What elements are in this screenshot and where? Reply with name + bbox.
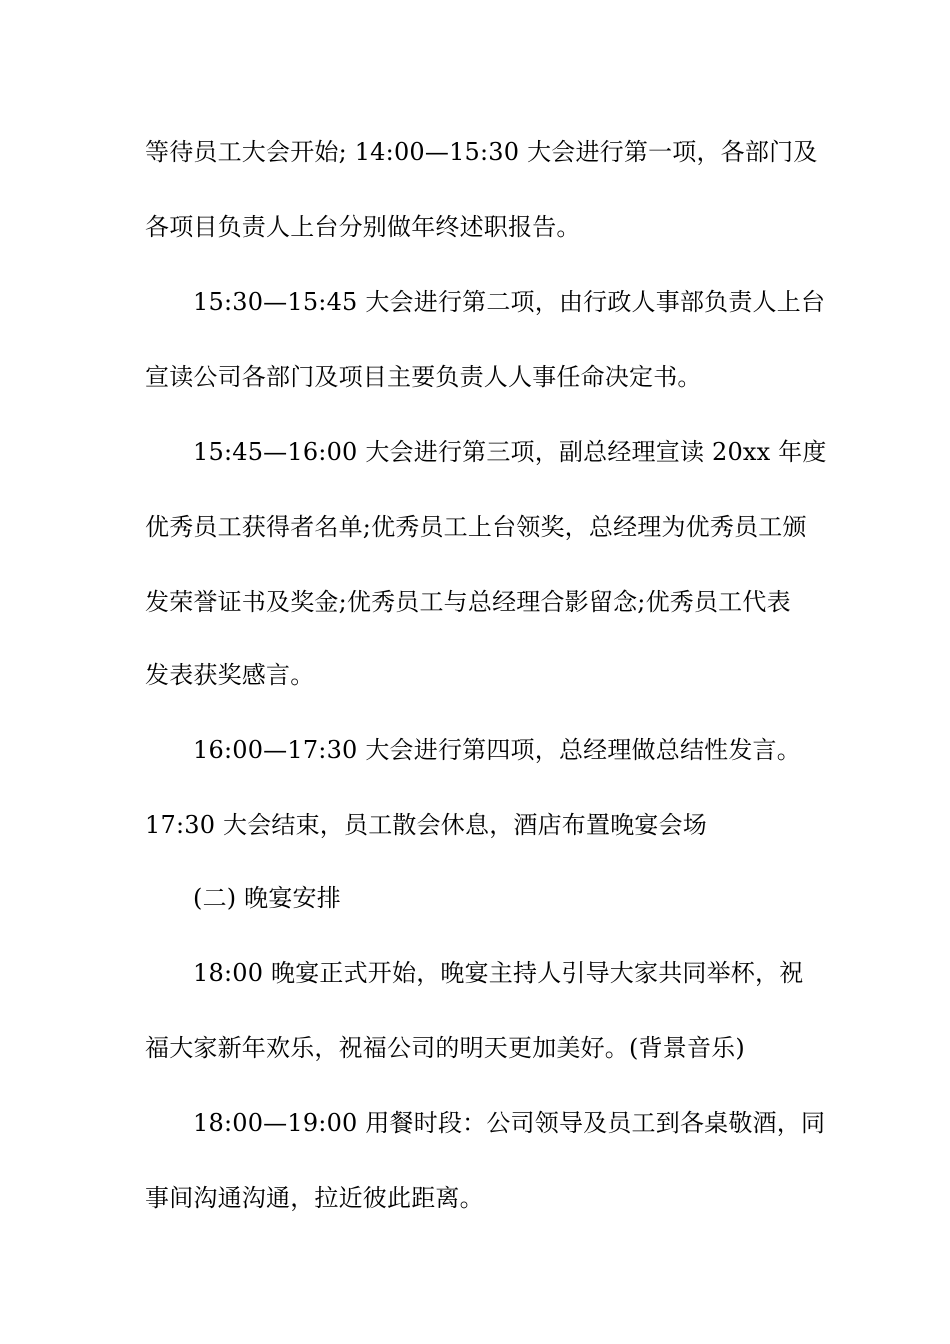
text-line-4: 宣读公司各部门及项目主要负责人人事任命决定书。 (145, 363, 702, 391)
text-line-13: 福大家新年欢乐，祝福公司的明天更加美好。(背景音乐) (145, 1034, 745, 1062)
text-line-1: 等待员工大会开始; 14:00—15:30 大会进行第一项，各部门及 (145, 138, 818, 166)
text-line-12: 18:00 晚宴正式开始，晚宴主持人引导大家共同举杯，祝 (193, 959, 804, 987)
section-heading-banquet: (二) 晚宴安排 (193, 884, 341, 912)
text-line-14: 18:00—19:00 用餐时段：公司领导及员工到各桌敬酒，同 (193, 1109, 826, 1137)
text-line-10: 17:30 大会结束，员工散会休息，酒店布置晚宴会场 (145, 811, 707, 839)
text-line-3: 15:30—15:45 大会进行第二项，由行政人事部负责人上台 (193, 288, 826, 316)
text-line-7: 发荣誉证书及奖金;优秀员工与总经理合影留念;优秀员工代表 (145, 588, 791, 616)
text-line-2: 各项目负责人上台分别做年终述职报告。 (145, 213, 581, 241)
text-line-9: 16:00—17:30 大会进行第四项，总经理做总结性发言。 (193, 736, 801, 764)
text-line-8: 发表获奖感言。 (145, 661, 315, 689)
text-line-5: 15:45—16:00 大会进行第三项，副总经理宣读 20xx 年度 (193, 438, 827, 466)
text-line-15: 事间沟通沟通，拉近彼此距离。 (145, 1184, 484, 1212)
text-line-6: 优秀员工获得者名单;优秀员工上台领奖，总经理为优秀员工颁 (145, 513, 807, 541)
